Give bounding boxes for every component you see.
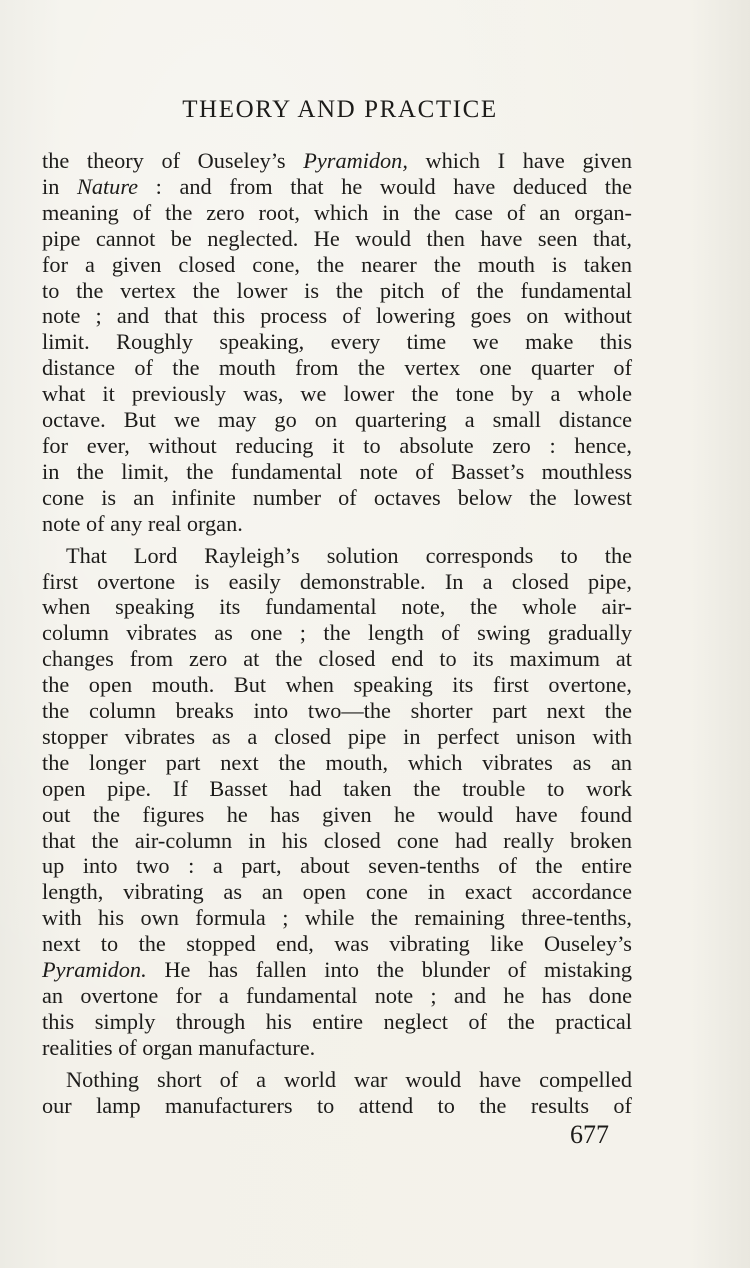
text-line (42, 698, 632, 724)
text-line (42, 485, 632, 511)
text-run: up into two : a part, about seven-tenths of the entire (42, 853, 632, 879)
text-line (42, 433, 632, 459)
italic-title: Nature (76, 173, 139, 199)
text-run: stopper vibrates as a closed pipe in perfect unison with (42, 723, 632, 749)
text-line (42, 646, 632, 672)
text-run: when speaking its fundamental note, the whole air- (42, 594, 632, 620)
text-run: meaning of the zero root, which in the case of an organ- (42, 199, 632, 225)
text-line (42, 1035, 632, 1061)
text-run: our lamp manufacturers to attend to the results of (42, 1092, 632, 1118)
text-run: Nothing short of a world war would have compelled (66, 1066, 632, 1092)
text-run: note ; and that this process of lowering goes on without (42, 303, 632, 329)
text-line (42, 355, 632, 381)
paragraph (42, 148, 632, 537)
text-run: for ever, without reducing it to absolute zero : hence, (42, 432, 632, 458)
text-run: for a given closed cone, the nearer the mouth is taken (42, 251, 632, 277)
text-line (42, 329, 632, 355)
italic-title: Pyramidon, (303, 148, 408, 173)
text-run: limit. Roughly speaking, every time we make this (42, 329, 632, 355)
italic-title: Pyramidon. (42, 957, 147, 983)
text-run: : and from that he would have deduced the (138, 173, 633, 199)
text-run: open pipe. If Basset had taken the trouble to work (42, 775, 632, 801)
text-line (42, 226, 632, 252)
text-run: column vibrates as one ; the length of swing gradually (42, 620, 632, 646)
text-run: that the air-column in his closed cone had really broken (42, 827, 632, 853)
text-run: what it previously was, we lower the tone by a whole (42, 381, 632, 407)
text-line (42, 407, 632, 433)
text-line (42, 252, 632, 278)
text-line (42, 569, 632, 595)
text-run: octave. But we may go on quartering a small distance (42, 407, 632, 433)
page-number: 677 (570, 1120, 609, 1149)
text-run: the longer part next the mouth, which vibrates as an (42, 749, 632, 775)
text-line (42, 905, 632, 931)
text-line (42, 459, 632, 485)
text-run: to the vertex the lower is the pitch of the fundamental (42, 277, 632, 303)
text-run: cone is an infinite number of octaves below the lowest (42, 484, 632, 510)
text-run: pipe cannot be neglected. He would then have seen that, (42, 225, 632, 251)
text-line (42, 594, 632, 620)
text-line (42, 620, 632, 646)
text-line (42, 957, 632, 983)
text-line (42, 543, 632, 569)
text-run: the column breaks into two—the shorter part next the (42, 698, 632, 724)
text-line (42, 879, 632, 905)
text-run: changes from zero at the closed end to its maximum at (42, 646, 632, 672)
text-line (42, 802, 632, 828)
text-run: out the figures he has given he would have found (42, 801, 632, 827)
text-line (42, 724, 632, 750)
text-run: distance of the mouth from the vertex one quarter of (42, 355, 632, 381)
text-line (42, 148, 632, 174)
text-line (42, 303, 632, 329)
text-line (42, 1009, 632, 1035)
text-line (42, 931, 632, 957)
text-run: which I have given (407, 148, 632, 173)
text-line (42, 750, 632, 776)
text-line (42, 1093, 632, 1119)
text-line (42, 1067, 632, 1093)
text-run: the theory of Ouseley’s (42, 148, 304, 173)
text-line (42, 672, 632, 698)
text-run: an overtone for a fundamental note ; and he has done (42, 983, 632, 1008)
text-line (42, 174, 632, 200)
text-line (42, 200, 632, 226)
body-text (42, 148, 632, 1119)
text-line (42, 776, 632, 802)
paragraph (42, 543, 632, 1061)
text-line (42, 828, 632, 854)
text-run: with his own formula ; while the remaining three-tenths, (42, 905, 632, 931)
text-run: the open mouth. But when speaking its first overtone, (42, 672, 632, 698)
text-run: He has fallen into the blunder of mistaking (146, 957, 632, 983)
text-run: realities of organ manufacture. (42, 1034, 316, 1060)
text-run: That Lord Rayleigh’s solution corresponds to the (66, 542, 632, 568)
text-line (42, 381, 632, 407)
text-run: in (42, 173, 77, 199)
text-run: first overtone is easily demonstrable. In a closed pipe, (42, 568, 632, 594)
text-line (42, 511, 632, 537)
text-run: this simply through his entire neglect of the practical (42, 1008, 632, 1034)
text-run: note of any real organ. (42, 510, 243, 536)
text-line (42, 278, 632, 304)
text-line (42, 853, 632, 879)
text-run: in the limit, the fundamental note of Basset’s mouthless (42, 458, 632, 484)
running-head: THEORY AND PRACTICE (182, 96, 498, 123)
paragraph (42, 1067, 632, 1119)
text-run: next to the stopped end, was vibrating like Ouseley’s (42, 931, 632, 957)
text-run: length, vibrating as an open cone in exact accordance (42, 879, 632, 905)
text-line (42, 983, 632, 1009)
